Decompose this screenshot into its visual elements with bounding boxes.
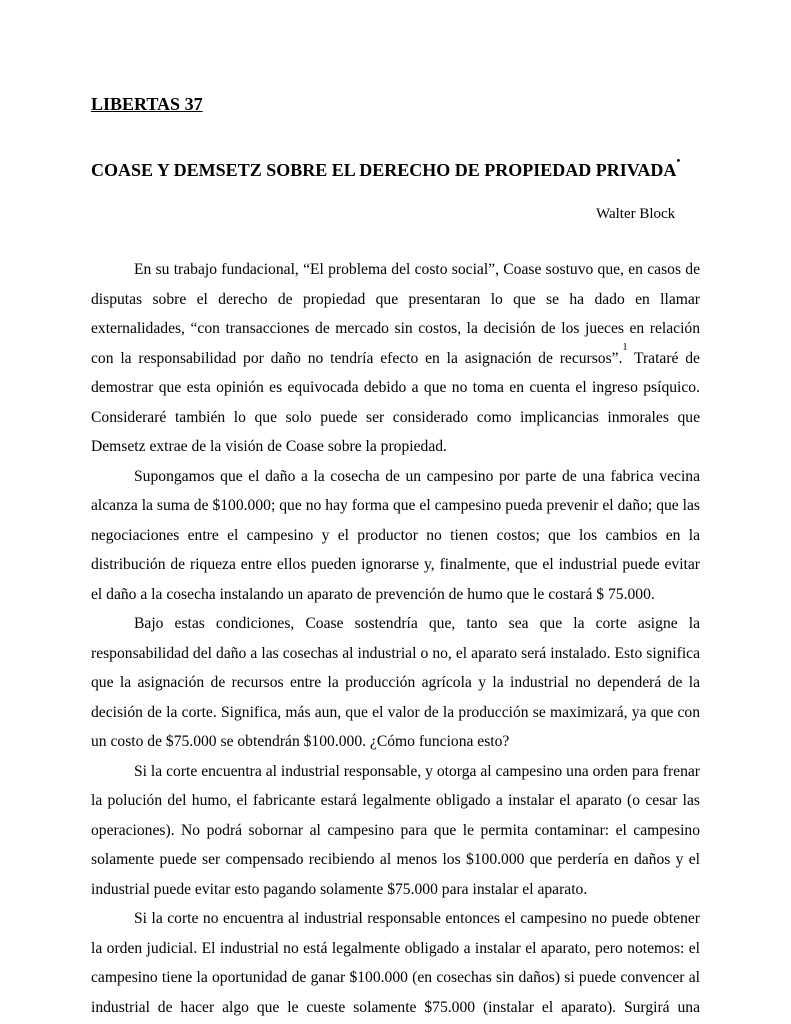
article-title [91,155,681,181]
paragraph-1-text-a: En su trabajo fundacional, “El problema del costo social”, Coase sostuvo que, en casos de disputas sobre el derecho de propiedad que presentaran lo que se ha dado en llamar externalidades, “con transacciones de mercado sin costos, la decisión de los jueces en relación con la responsabilidad por daño no tendría efecto en la asignación de recursos”. [91,261,700,367]
article-body [91,255,700,1022]
author-name: Walter Block [596,206,676,222]
paragraph-2: Supongamos que el daño a la cosecha de un campesino por parte de una fabrica vecina alcanza la suma de $100.000; que no hay forma que el campesino pueda prevenir el daño; que las negociaciones entre el campesino y el productor no tienen costos; que los cambios en la distribución de riqueza entre ellos pueden ignorarse y, finalmente, que el industrial puede evitar el daño a la cosecha instalando un aparato de prevención de humo que le costará $ 75.000. [91,467,700,603]
title-footnote-mark: • [676,155,681,167]
paragraph-3: Bajo estas condiciones, Coase sostendría que, tanto sea que la corte asigne la responsabilidad del daño a las cosechas al industrial o no, el aparato será instalado. Esto significa que la asignación de recursos entre la producción agrícola y la industrial no dependerá de la decisión de la corte. Significa, más aun, que el valor de la producción se maximizará, ya que con un costo de $75.000 se obtendrán $100.000. ¿Cómo funciona esto? [91,615,700,750]
series-title: LIBERTAS 37 [91,94,203,114]
paragraph-5: Si la corte no encuentra al industrial responsable entonces el campesino no puede obtener la orden judicial. El industrial no está legalmente obligado a instalar el aparato, pero notemos: el campesino tiene la oportunidad de ganar $100.000 (en cosechas sin daños) si puede convencer al industrial de hacer algo que le cueste solamente $75.000 (instalar el aparato). Surgirá una [91,910,700,1016]
paragraph-1-text-b: Trataré de demostrar que esta opinión es equivocada debido a que no toma en cuenta el ingreso psíquico. Consideraré también lo que solo puede ser considerado como implicancias inmorales que Demsetz extrae de la visión de Coase sobre la propiedad. [91,349,700,455]
article-title-text: COASE Y DEMSETZ SOBRE EL DERECHO DE PROPIEDAD PRIVADA [91,160,677,180]
paragraph-4: Si la corte encuentra al industrial responsable, y otorga al campesino una orden para frenar la polución del humo, el fabricante estará legalmente obligado a instalar el aparato (o cesar las operaciones). No podrá sobornar al campesino para que le permita contaminar: el campesino solamente puede ser compensado recibiendo al menos los $100.000 que perdería en daños y el industrial puede evitar esto pagando solamente $75.000 para instalar el aparato. [91,762,700,898]
paragraph-1 [91,255,700,462]
footnote-reference-1: 1 [622,341,628,353]
